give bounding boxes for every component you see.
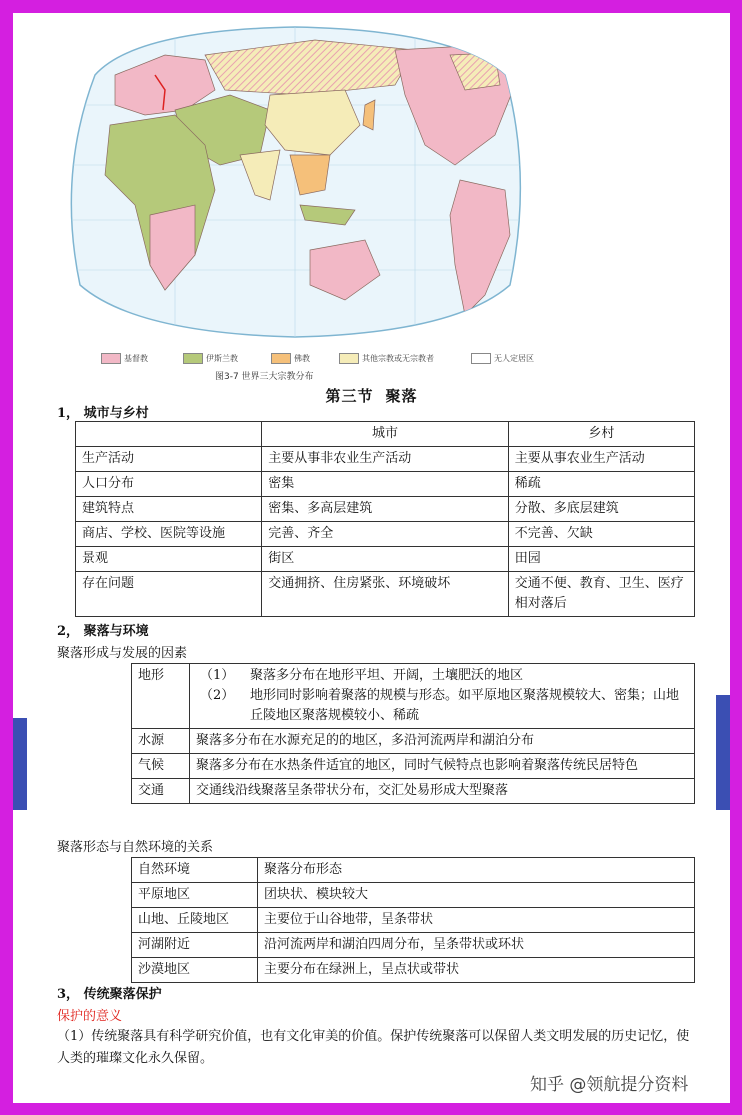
table-row (76, 547, 695, 572)
map-caption: 图3-7 世界三大宗教分布 (215, 372, 314, 382)
table-row (132, 908, 695, 933)
table-row (76, 572, 695, 617)
item-text: 聚落多分布在地形平坦、开阔，土壤肥沃的地区 (250, 668, 524, 683)
table-cell: 不完善、欠缺 (508, 522, 694, 547)
table-cell: 街区 (262, 547, 508, 572)
map-graphic (55, 15, 533, 345)
factor-label: 气候 (132, 754, 190, 779)
table-header-cell: 城市 (262, 422, 508, 447)
table-header-row (76, 422, 695, 447)
section2-sub2: 聚落形态与自然环境的关系 (57, 840, 214, 855)
right-edge-strip (716, 695, 730, 810)
terrain-item (196, 666, 688, 686)
factor-label: 交通 (132, 779, 190, 804)
table-cell: 密集 (262, 472, 508, 497)
table-header-cell: 乡村 (508, 422, 694, 447)
watermark-text: 知乎 @领航提分资料 (530, 1075, 689, 1095)
table-row (132, 933, 695, 958)
table-cell: 人口分布 (76, 472, 262, 497)
table-cell: 主要从事非农业生产活动 (262, 447, 508, 472)
item-number: （1） (200, 668, 235, 683)
table-cell: 完善、齐全 (262, 522, 508, 547)
terrain-item (196, 686, 688, 726)
settlement-factors-table (131, 663, 695, 804)
table-cell: 主要从事农业生产活动 (508, 447, 694, 472)
table-cell: 平原地区 (132, 883, 258, 908)
legend-swatch (101, 353, 121, 364)
item-text: 地形同时影响着聚落的规模与形态。如平原地区聚落规模较大、密集；山地丘陵地区聚落规模较小、稀疏 (250, 688, 680, 723)
table-cell: 山地、丘陵地区 (132, 908, 258, 933)
table-row (132, 729, 695, 754)
table-row (76, 447, 695, 472)
table-cell: 聚落多分布在水源充足的的地区，多沿河流两岸和湖泊分布 (190, 729, 695, 754)
table-cell: 存在问题 (76, 572, 262, 617)
item-number: （2） (200, 688, 235, 703)
table-cell: 景观 (76, 547, 262, 572)
table-row (76, 522, 695, 547)
section3-heading: 3， 传统聚落保护 (57, 987, 162, 1002)
document-page (13, 13, 730, 1103)
legend-item (271, 352, 310, 364)
table-cell: 建筑特点 (76, 497, 262, 522)
table-cell: 聚落多分布在水热条件适宜的地区，同时气候特点也影响着聚落传统民居特色 (190, 754, 695, 779)
settlement-form-table (131, 857, 695, 983)
legend-item (101, 352, 148, 364)
legend-swatch (339, 353, 359, 364)
table-row (132, 779, 695, 804)
table-cell: 团块状、模块较大 (258, 883, 695, 908)
legend-swatch (271, 353, 291, 364)
legend-label: 无人定居区 (494, 353, 534, 363)
section3-paragraph: （1）传统聚落具有科学研究价值，也有文化审美的价值。保护传统聚落可以保留人类文明发展的历史记忆，使人类的璀璨文化永久保留。 (57, 1029, 690, 1066)
table-cell: 交通拥挤、住房紧张、环境破坏 (262, 572, 508, 617)
table-cell: 田园 (508, 547, 694, 572)
table-cell: 交通不便、教育、卫生、医疗相对落后 (508, 572, 694, 617)
legend-label: 伊斯兰教 (206, 353, 238, 363)
city-village-table (75, 421, 695, 617)
table-row (132, 664, 695, 729)
factor-label: 水源 (132, 729, 190, 754)
legend-item (339, 352, 434, 364)
table-cell: 分散、多底层建筑 (508, 497, 694, 522)
watermark (530, 1070, 688, 1095)
map-legend (101, 352, 541, 368)
table-cell: 自然环境 (132, 858, 258, 883)
legend-item (471, 352, 534, 364)
title-part2: 聚落 (385, 387, 418, 405)
table-cell: 沿河流两岸和湖泊四周分布，呈条带状或环状 (258, 933, 695, 958)
table-cell: 聚落分布形态 (258, 858, 695, 883)
table-cell: 主要位于山谷地带，呈条带状 (258, 908, 695, 933)
table-cell: 商店、学校、医院等设施 (76, 522, 262, 547)
legend-label: 佛教 (294, 353, 310, 363)
table-row (76, 497, 695, 522)
legend-label: 基督教 (124, 353, 148, 363)
table-row (132, 958, 695, 983)
table-cell: 主要分布在绿洲上，呈点状或带状 (258, 958, 695, 983)
left-edge-strip (13, 718, 27, 810)
legend-swatch (471, 353, 491, 364)
section2-heading: 2， 聚落与环境 (57, 624, 149, 639)
table-row (132, 858, 695, 883)
table-cell: 河湖附近 (132, 933, 258, 958)
table-cell: 生产活动 (76, 447, 262, 472)
table-row (76, 472, 695, 497)
legend-label: 其他宗教或无宗教者 (362, 353, 434, 363)
table-header-cell (76, 422, 262, 447)
table-cell (190, 664, 695, 729)
table-row (132, 754, 695, 779)
table-cell: 沙漠地区 (132, 958, 258, 983)
table-row (132, 883, 695, 908)
table-cell: 稀疏 (508, 472, 694, 497)
world-religion-map (55, 15, 533, 383)
legend-swatch (183, 353, 203, 364)
table-cell: 密集、多高层建筑 (262, 497, 508, 522)
section1-heading: 1， 城市与乡村 (57, 406, 149, 421)
legend-item (183, 352, 238, 364)
section2-sub1: 聚落形成与发展的因素 (57, 646, 188, 661)
section3-subtitle: 保护的意义 (57, 1009, 123, 1024)
factor-label: 地形 (132, 664, 190, 729)
table-cell: 交通线沿线聚落呈条带状分布，交汇处易形成大型聚落 (190, 779, 695, 804)
title-part1: 第三节 (325, 387, 374, 405)
